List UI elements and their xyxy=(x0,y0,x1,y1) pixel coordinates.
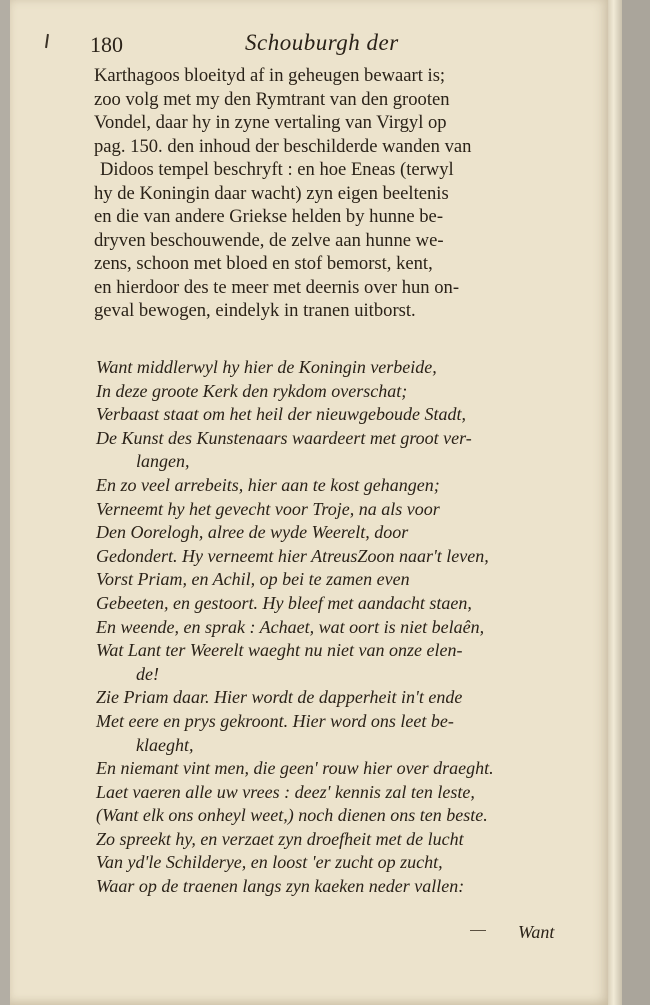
verse-line: Laet vaeren alle uw vrees : deez' kennis zal ten leste, xyxy=(96,781,475,802)
prose-line: hy de Koningin daar wacht) zyn eigen beeltenis xyxy=(94,182,449,204)
verse-line: Zie Priam daar. Hier wordt de dapperheit in't ende xyxy=(96,687,463,708)
verse-line: Want middlerwyl hy hier de Koningin verbeide, xyxy=(96,357,437,377)
book-page xyxy=(10,0,608,1005)
verse-line: Waar op de traenen langs zyn kaeken neder vallen: xyxy=(96,876,465,897)
verse-line: Zo spreekt hy, en verzaet zyn droefheit met de lucht xyxy=(96,828,464,849)
verse-line: Van yd'le Schilderye, en loost 'er zucht op zucht, xyxy=(96,852,443,873)
prose-line: en die van andere Griekse helden by hunne be- xyxy=(94,206,444,227)
verse-line: Verbaast staat om het heil der nieuwgeboude Stadt, xyxy=(96,404,466,425)
prose-line: Vondel, daar hy in zyne vertaling van Virgyl op xyxy=(94,112,447,133)
verse-line: (Want elk ons onheyl weet,) noch dienen ons ten beste. xyxy=(96,805,488,826)
margin-mark xyxy=(45,34,49,48)
verse-line: Gebeeten, en gestoort. Hy bleef met aandacht staen, xyxy=(96,592,472,613)
decorative-dash xyxy=(470,930,486,931)
facing-page-strip xyxy=(622,0,650,1005)
prose-line: zoo volg met my den Rymtrant van den grooten xyxy=(94,88,450,110)
verse-line: Vorst Priam, en Achil, op bei te zamen even xyxy=(96,569,410,590)
verse-line: En niemant vint men, die geen' rouw hier over draeght. xyxy=(96,758,494,779)
prose-line: dryven beschouwende, de zelve aan hunne we- xyxy=(94,229,444,251)
page-edge xyxy=(608,0,622,1005)
prose-line: zens, schoon met bloed en stof bemorst, kent, xyxy=(94,253,433,274)
prose-line: geval bewogen, eindelyk in tranen uitborst. xyxy=(94,300,416,321)
prose-line: pag. 150. den inhoud der beschilderde wanden van xyxy=(94,135,472,157)
page-number: 180 xyxy=(90,32,123,57)
prose-line: Didoos tempel beschryft : en hoe Eneas (terwyl xyxy=(100,159,454,180)
verse-line: Verneemt hy het gevecht voor Troje, na als voor xyxy=(96,498,440,519)
prose-line: Karthagoos bloeityd af in geheugen bewaart is; xyxy=(94,65,446,86)
verse-line: Gedondert. Hy verneemt hier AtreusZoon naar't leven, xyxy=(96,545,489,566)
verse-quotation xyxy=(96,356,596,899)
prose-paragraph xyxy=(94,64,582,323)
catchword: Want xyxy=(518,922,555,942)
verse-continuation: de! xyxy=(136,663,159,684)
verse-continuation: klaeght, xyxy=(136,734,194,755)
verse-line: Den Oorelogh, alree de wyde Weerelt, door xyxy=(96,522,409,543)
prose-line: en hierdoor des te meer met deernis over hun on- xyxy=(94,276,460,298)
page-header xyxy=(90,30,570,66)
verse-continuation: langen, xyxy=(136,451,190,472)
verse-line: In deze groote Kerk den rykdom overschat; xyxy=(96,380,408,401)
verse-line: Met eere en prys gekroont. Hier word ons leet be- xyxy=(96,710,454,731)
verse-line: De Kunst des Kunstenaars waardeert met groot ver- xyxy=(96,427,472,448)
verse-line: En weende, en sprak : Achaet, wat oort is niet belaên, xyxy=(96,616,485,637)
verse-line: Wat Lant ter Weerelt waeght nu niet van onze elen- xyxy=(96,640,463,661)
running-title: Schouburgh der xyxy=(245,30,399,55)
verse-line: En zo veel arrebeits, hier aan te kost gehangen; xyxy=(96,474,440,495)
